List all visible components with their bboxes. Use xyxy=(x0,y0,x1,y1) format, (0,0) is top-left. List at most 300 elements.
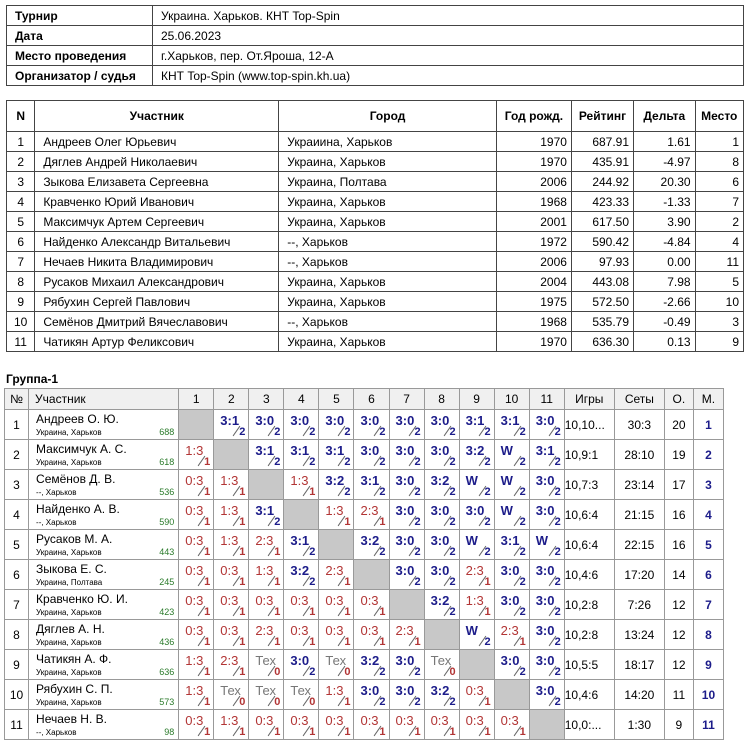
info-row xyxy=(7,66,744,86)
match-points: 1 xyxy=(484,726,491,738)
participant-place: 2 xyxy=(695,212,743,232)
match-points: 2 xyxy=(449,456,456,468)
grid-player-city: Украина, Полтава xyxy=(36,578,103,587)
match-result-cell xyxy=(319,500,354,530)
grid-diagonal-cell xyxy=(529,710,564,740)
info-value: КНТ Top-Spin (www.top-spin.kh.ua) xyxy=(153,66,744,86)
match-points: 2 xyxy=(414,456,421,468)
match-points: 2 xyxy=(519,486,526,498)
match-points: 1 xyxy=(274,546,281,558)
match-points: 2 xyxy=(449,546,456,558)
match-score: 3:0 xyxy=(465,503,485,518)
grid-sets: 28:10 xyxy=(614,440,664,470)
match-result-cell xyxy=(284,560,319,590)
grid-sets: 17:20 xyxy=(614,560,664,590)
grid-diagonal-cell xyxy=(459,650,494,680)
grid-sets: 13:24 xyxy=(614,620,664,650)
match-result-cell xyxy=(214,590,249,620)
match-result-cell xyxy=(284,530,319,560)
match-result-cell xyxy=(494,410,529,440)
match-result-cell xyxy=(459,440,494,470)
match-score: 1:3 xyxy=(290,473,309,488)
grid-row-number: 3 xyxy=(5,470,29,500)
grid-row-number: 4 xyxy=(5,500,29,530)
match-score: 3:2 xyxy=(325,473,345,488)
match-points: 2 xyxy=(554,666,561,678)
match-points: 1 xyxy=(274,726,281,738)
match-score: 1:3 xyxy=(220,533,239,548)
grid-player-rating: 618 xyxy=(159,457,175,467)
match-points: 2 xyxy=(449,696,456,708)
match-points: 2 xyxy=(414,696,421,708)
participant-city: Украина, Харьков xyxy=(279,332,497,352)
participant-place: 9 xyxy=(695,332,743,352)
grid-header-player: Участник xyxy=(29,389,179,410)
match-result-cell xyxy=(424,410,459,440)
grid-player-rating: 590 xyxy=(159,517,175,527)
match-score: 2:3 xyxy=(500,623,519,638)
match-points: 2 xyxy=(519,546,526,558)
participant-number: 10 xyxy=(7,312,35,332)
match-score: 0:3 xyxy=(360,623,379,638)
match-points: 2 xyxy=(484,426,491,438)
grid-points: 16 xyxy=(664,530,693,560)
match-points: 1 xyxy=(484,696,491,708)
match-result-cell xyxy=(354,620,389,650)
match-score: 3:1 xyxy=(220,413,240,428)
match-points: 1 xyxy=(239,666,246,678)
match-points: 2 xyxy=(379,546,386,558)
match-score: 3:0 xyxy=(395,413,415,428)
match-score: Тех xyxy=(290,683,312,698)
match-points: 2 xyxy=(554,576,561,588)
match-score: W xyxy=(465,623,478,638)
match-score: 1:3 xyxy=(325,683,344,698)
grid-row-number: 2 xyxy=(5,440,29,470)
info-label: Организатор / судья xyxy=(7,66,153,86)
match-score: 3:0 xyxy=(395,563,415,578)
grid-header-opponent: 4 xyxy=(284,389,319,410)
match-result-cell xyxy=(354,410,389,440)
match-score: 1:3 xyxy=(185,443,204,458)
match-score: 0:3 xyxy=(395,713,414,728)
grid-games: 10,0:... xyxy=(564,710,614,740)
match-points: 2 xyxy=(414,486,421,498)
match-result-cell xyxy=(249,410,284,440)
match-points: 2 xyxy=(484,456,491,468)
match-score: 3:0 xyxy=(535,683,555,698)
participant-number: 3 xyxy=(7,172,35,192)
match-points: 1 xyxy=(204,666,211,678)
match-result-cell xyxy=(249,440,284,470)
grid-player-cell xyxy=(29,560,179,590)
grid-row xyxy=(5,590,724,620)
match-score: 3:0 xyxy=(500,653,520,668)
match-score: 0:3 xyxy=(185,563,204,578)
grid-player-cell xyxy=(29,620,179,650)
participant-rating: 244.92 xyxy=(571,172,633,192)
match-points: 1 xyxy=(519,726,526,738)
match-points: 1 xyxy=(484,606,491,618)
grid-games: 10,2:8 xyxy=(564,620,614,650)
match-points: 2 xyxy=(414,426,421,438)
participant-city: Украина, Харьков xyxy=(279,272,497,292)
grid-player-rating: 443 xyxy=(159,547,175,557)
match-points: 2 xyxy=(344,486,351,498)
match-result-cell xyxy=(389,710,424,740)
match-score: 3:0 xyxy=(535,653,555,668)
match-score: 1:3 xyxy=(255,563,274,578)
participants-col-header: Город xyxy=(279,101,497,132)
match-points: 1 xyxy=(239,546,246,558)
grid-diagonal-cell xyxy=(424,620,459,650)
grid-row-number: 9 xyxy=(5,650,29,680)
match-points: 1 xyxy=(309,486,316,498)
info-value: 25.06.2023 xyxy=(153,26,744,46)
grid-sets: 7:26 xyxy=(614,590,664,620)
match-points: 2 xyxy=(379,456,386,468)
match-score: Тех xyxy=(255,683,276,698)
match-result-cell xyxy=(494,470,529,500)
match-points: 2 xyxy=(449,426,456,438)
match-points: 2 xyxy=(309,456,316,468)
match-points: 1 xyxy=(274,636,281,648)
info-row xyxy=(7,6,744,26)
grid-player-name: Андреев О. Ю. xyxy=(36,412,119,426)
grid-place: 8 xyxy=(693,620,723,650)
match-result-cell xyxy=(179,440,214,470)
match-score: 0:3 xyxy=(465,713,484,728)
match-result-cell xyxy=(214,560,249,590)
participant-row xyxy=(7,332,744,352)
grid-place: 1 xyxy=(693,410,723,440)
match-result-cell xyxy=(389,500,424,530)
match-score: 3:0 xyxy=(430,443,450,458)
match-score: 2:3 xyxy=(360,503,379,518)
participant-delta: -0.49 xyxy=(634,312,696,332)
match-score: 3:1 xyxy=(290,533,310,548)
match-points: 2 xyxy=(519,576,526,588)
match-score: W xyxy=(535,533,548,548)
participant-city: Украина, Харьков xyxy=(279,152,497,172)
grid-points: 17 xyxy=(664,470,693,500)
participant-name: Андреев Олег Юрьевич xyxy=(35,132,279,152)
info-label: Турнир xyxy=(7,6,153,26)
tournament-info-body xyxy=(7,6,744,86)
match-points: 2 xyxy=(309,576,316,588)
participant-birth-year: 1970 xyxy=(496,152,571,172)
match-points: 2 xyxy=(274,516,281,528)
grid-player-rating: 536 xyxy=(159,487,175,497)
participant-place: 3 xyxy=(695,312,743,332)
match-result-cell xyxy=(424,530,459,560)
match-score: 3:0 xyxy=(290,653,310,668)
participant-place: 4 xyxy=(695,232,743,252)
match-score: 3:0 xyxy=(395,473,415,488)
match-result-cell xyxy=(424,680,459,710)
match-result-cell xyxy=(389,620,424,650)
match-score: 0:3 xyxy=(325,713,344,728)
grid-header-opponent: 10 xyxy=(494,389,529,410)
participants-col-header: Год рожд. xyxy=(496,101,571,132)
grid-sets: 18:17 xyxy=(614,650,664,680)
match-result-cell xyxy=(529,500,564,530)
grid-games: 10,10... xyxy=(564,410,614,440)
match-points: 0 xyxy=(274,696,281,708)
match-score: 3:0 xyxy=(500,563,520,578)
match-points: 1 xyxy=(204,696,211,708)
match-points: 2 xyxy=(414,546,421,558)
grid-games: 10,9:1 xyxy=(564,440,614,470)
match-result-cell xyxy=(249,620,284,650)
match-score: 0:3 xyxy=(220,593,239,608)
match-result-cell xyxy=(284,470,319,500)
grid-sets: 30:3 xyxy=(614,410,664,440)
grid-points: 20 xyxy=(664,410,693,440)
match-result-cell xyxy=(529,530,564,560)
grid-points: 12 xyxy=(664,620,693,650)
participant-birth-year: 1975 xyxy=(496,292,571,312)
match-points: 1 xyxy=(344,516,351,528)
grid-player-city: Украина, Харьков xyxy=(36,428,102,437)
match-score: 2:3 xyxy=(255,533,274,548)
participant-number: 7 xyxy=(7,252,35,272)
match-points: 1 xyxy=(204,516,211,528)
match-result-cell xyxy=(529,590,564,620)
grid-player-cell xyxy=(29,440,179,470)
grid-player-rating: 245 xyxy=(159,577,175,587)
match-result-cell xyxy=(354,650,389,680)
participant-rating: 535.79 xyxy=(571,312,633,332)
match-score: 3:0 xyxy=(500,593,520,608)
match-score: 1:3 xyxy=(185,683,204,698)
match-score: 2:3 xyxy=(255,623,274,638)
participant-delta: -1.33 xyxy=(634,192,696,212)
grid-diagonal-cell xyxy=(249,470,284,500)
grid-player-rating: 636 xyxy=(159,667,175,677)
grid-row xyxy=(5,530,724,560)
match-score: 3:0 xyxy=(535,593,555,608)
match-result-cell xyxy=(424,560,459,590)
info-row xyxy=(7,26,744,46)
match-result-cell xyxy=(459,560,494,590)
grid-player-rating: 98 xyxy=(164,727,175,737)
group-grid-header xyxy=(5,389,724,410)
match-points: 2 xyxy=(519,456,526,468)
match-points: 1 xyxy=(239,576,246,588)
match-points: 1 xyxy=(204,636,211,648)
grid-player-name: Зыкова Е. С. xyxy=(36,562,107,576)
match-result-cell xyxy=(249,680,284,710)
participant-name: Семёнов Дмитрий Вячеславович xyxy=(35,312,279,332)
match-result-cell xyxy=(214,500,249,530)
grid-player-cell xyxy=(29,470,179,500)
grid-player-city: --, Харьков xyxy=(36,728,77,737)
match-points: 2 xyxy=(449,486,456,498)
match-score: 0:3 xyxy=(185,533,204,548)
participant-birth-year: 2004 xyxy=(496,272,571,292)
match-result-cell xyxy=(424,440,459,470)
participant-row xyxy=(7,272,744,292)
grid-player-city: Украина, Харьков xyxy=(36,608,102,617)
match-score: 3:1 xyxy=(535,443,555,458)
grid-player-rating: 423 xyxy=(159,607,175,617)
info-row xyxy=(7,46,744,66)
grid-row-number: 1 xyxy=(5,410,29,440)
match-result-cell xyxy=(319,620,354,650)
match-result-cell xyxy=(529,560,564,590)
match-result-cell xyxy=(494,590,529,620)
grid-player-name: Семёнов Д. В. xyxy=(36,472,116,486)
grid-player-rating: 573 xyxy=(159,697,175,707)
grid-row xyxy=(5,680,724,710)
participant-number: 11 xyxy=(7,332,35,352)
match-result-cell xyxy=(319,560,354,590)
match-points: 1 xyxy=(274,606,281,618)
match-score: 1:3 xyxy=(220,503,239,518)
match-result-cell xyxy=(284,680,319,710)
grid-header-opponent: 1 xyxy=(179,389,214,410)
match-result-cell xyxy=(214,470,249,500)
match-points: 2 xyxy=(344,426,351,438)
match-points: 0 xyxy=(309,696,316,708)
match-score: 1:3 xyxy=(465,593,484,608)
grid-games: 10,6:4 xyxy=(564,500,614,530)
participant-city: Украина, Полтава xyxy=(279,172,497,192)
participant-row xyxy=(7,232,744,252)
participants-col-header: N xyxy=(7,101,35,132)
match-score: 3:1 xyxy=(465,413,485,428)
match-result-cell xyxy=(424,470,459,500)
grid-games: 10,4:6 xyxy=(564,560,614,590)
match-score: 0:3 xyxy=(255,713,274,728)
match-points: 2 xyxy=(554,486,561,498)
group-grid-body xyxy=(5,410,724,740)
participant-name: Чатикян Артур Феликсович xyxy=(35,332,279,352)
info-value: Украина. Харьков. КНТ Top-Spin xyxy=(153,6,744,26)
participant-name: Нечаев Никита Владимирович xyxy=(35,252,279,272)
match-points: 1 xyxy=(239,516,246,528)
match-score: 3:0 xyxy=(360,443,380,458)
participant-birth-year: 2006 xyxy=(496,172,571,192)
match-points: 2 xyxy=(449,606,456,618)
match-score: 3:0 xyxy=(430,503,450,518)
match-result-cell xyxy=(389,680,424,710)
match-score: 0:3 xyxy=(290,593,309,608)
participants-col-header: Дельта xyxy=(634,101,696,132)
match-result-cell xyxy=(389,530,424,560)
match-score: 3:0 xyxy=(360,683,380,698)
match-score: 0:3 xyxy=(290,713,309,728)
grid-header-opponent: 5 xyxy=(319,389,354,410)
grid-player-city: Украина, Харьков xyxy=(36,548,102,557)
match-score: 1:3 xyxy=(325,503,344,518)
participant-birth-year: 1968 xyxy=(496,312,571,332)
grid-player-rating: 436 xyxy=(159,637,175,647)
grid-row xyxy=(5,500,724,530)
match-result-cell xyxy=(389,650,424,680)
grid-player-cell xyxy=(29,650,179,680)
participant-delta: 20.30 xyxy=(634,172,696,192)
match-points: 0 xyxy=(239,696,246,708)
participant-rating: 443.08 xyxy=(571,272,633,292)
match-score: 0:3 xyxy=(465,683,484,698)
match-score: 3:1 xyxy=(325,443,345,458)
grid-player-cell xyxy=(29,680,179,710)
match-score: 0:3 xyxy=(430,713,449,728)
participant-rating: 435.91 xyxy=(571,152,633,172)
match-points: 1 xyxy=(379,636,386,648)
participant-row xyxy=(7,152,744,172)
match-score: 3:2 xyxy=(360,533,380,548)
match-result-cell xyxy=(214,620,249,650)
match-result-cell xyxy=(249,590,284,620)
match-score: 2:3 xyxy=(325,563,344,578)
participant-place: 5 xyxy=(695,272,743,292)
match-result-cell xyxy=(179,650,214,680)
match-result-cell xyxy=(389,440,424,470)
match-score: 3:2 xyxy=(430,473,450,488)
match-result-cell xyxy=(179,590,214,620)
match-result-cell xyxy=(249,650,284,680)
match-points: 0 xyxy=(344,666,351,678)
participants-table xyxy=(6,100,744,352)
match-result-cell xyxy=(529,410,564,440)
match-result-cell xyxy=(284,620,319,650)
participant-row xyxy=(7,212,744,232)
grid-place: 2 xyxy=(693,440,723,470)
match-score: 1:3 xyxy=(220,713,239,728)
match-score: W xyxy=(465,473,478,488)
participant-birth-year: 1968 xyxy=(496,192,571,212)
match-points: 1 xyxy=(204,456,211,468)
match-points: 2 xyxy=(449,576,456,588)
grid-player-city: Украина, Харьков xyxy=(36,668,102,677)
participant-city: Украина, Харьков xyxy=(279,192,497,212)
participant-name: Рябухин Сергей Павлович xyxy=(35,292,279,312)
match-points: 2 xyxy=(379,696,386,708)
match-points: 2 xyxy=(554,606,561,618)
match-score: W xyxy=(500,473,513,488)
match-score: 0:3 xyxy=(360,593,379,608)
grid-points: 19 xyxy=(664,440,693,470)
match-result-cell xyxy=(424,590,459,620)
grid-place: 9 xyxy=(693,650,723,680)
match-points: 1 xyxy=(414,636,421,648)
grid-points: 14 xyxy=(664,560,693,590)
participant-row xyxy=(7,192,744,212)
match-result-cell xyxy=(494,560,529,590)
participant-rating: 636.30 xyxy=(571,332,633,352)
match-score: 3:0 xyxy=(430,533,450,548)
match-result-cell xyxy=(354,440,389,470)
participant-place: 10 xyxy=(695,292,743,312)
match-points: 1 xyxy=(484,576,491,588)
match-points: 1 xyxy=(274,576,281,588)
participant-rating: 617.50 xyxy=(571,212,633,232)
grid-games: 10,4:6 xyxy=(564,680,614,710)
match-score: 3:1 xyxy=(500,413,520,428)
match-points: 2 xyxy=(519,606,526,618)
match-score: 3:0 xyxy=(535,563,555,578)
participant-number: 6 xyxy=(7,232,35,252)
match-score: 3:1 xyxy=(255,443,275,458)
grid-player-cell xyxy=(29,590,179,620)
grid-row xyxy=(5,650,724,680)
participant-city: Украина, Харьков xyxy=(279,212,497,232)
match-result-cell xyxy=(389,470,424,500)
match-result-cell xyxy=(529,620,564,650)
